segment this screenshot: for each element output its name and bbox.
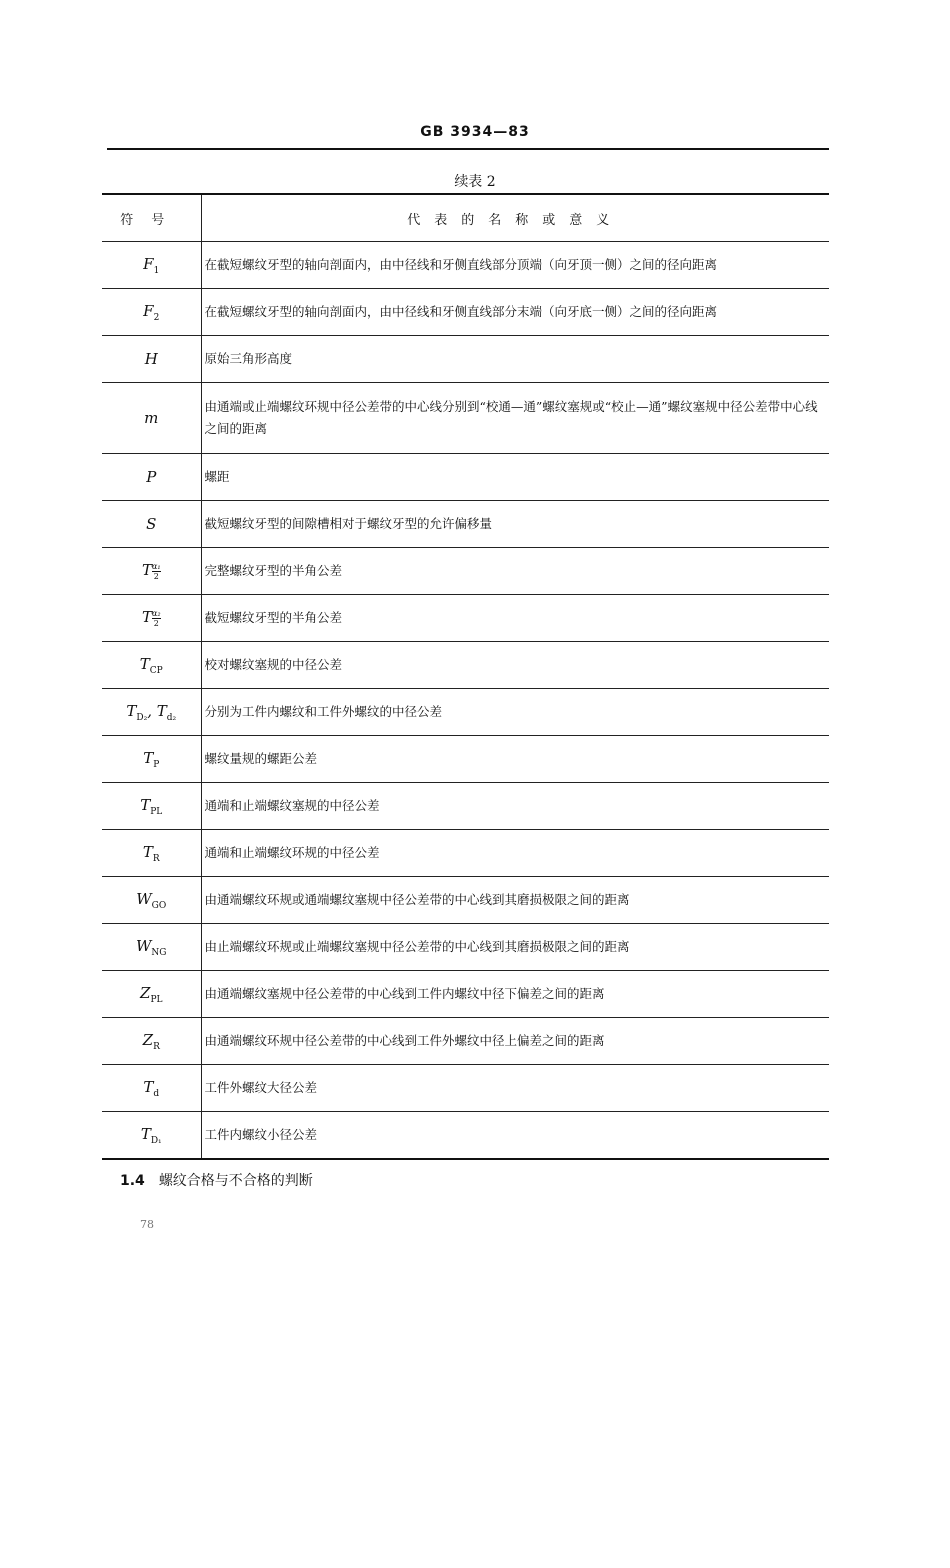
symbol-letter: T: [143, 1077, 154, 1096]
meaning-cell: 工件内螺纹小径公差: [204, 1127, 318, 1142]
page-number: 78: [140, 1218, 154, 1231]
symbol-letter-2: T: [156, 701, 167, 720]
symbol-letter: T: [140, 1124, 151, 1143]
symbol-subscript: NG: [151, 947, 167, 958]
symbol-cell: [102, 736, 201, 783]
symbol-letter: T: [143, 748, 154, 767]
symbol-subscript: R: [152, 853, 160, 864]
table-row: [102, 642, 829, 689]
symbol-cell: [102, 1018, 201, 1065]
symbol-cell: [102, 548, 201, 595]
meaning-cell: 工件外螺纹大径公差: [201, 1065, 829, 1112]
meaning-cell: 截短螺纹牙型的半角公差: [201, 595, 829, 642]
meaning-cell: 在截短螺纹牙型的轴向剖面内，由中径线和牙侧直线部分顶端（向牙顶一侧）之间的径向距离: [201, 242, 829, 289]
symbol-subscript: d: [153, 1088, 160, 1099]
meaning-cell: 完整螺纹牙型的半角公差: [201, 548, 829, 595]
meaning-cell: 螺纹量规的螺距公差: [201, 736, 829, 783]
symbol-cell: [102, 501, 201, 548]
symbol-cell: [102, 595, 201, 642]
symbol-fraction: [152, 609, 161, 628]
symbol-subscript: R: [153, 1041, 160, 1052]
standard-header: GB 3934—83: [420, 124, 530, 140]
table-row: [102, 1018, 829, 1065]
symbol-cell: [102, 454, 201, 501]
symbol-cell: [102, 877, 201, 924]
symbol-subscript: 1: [153, 265, 160, 276]
symbol-letter: P: [146, 468, 157, 486]
symbol-letter: Z: [140, 983, 151, 1002]
header-rule: [107, 148, 829, 150]
symbol-fraction: [152, 562, 161, 581]
symbol-letter: T: [141, 608, 152, 627]
symbol-subscript: PL: [150, 806, 163, 817]
symbol-subscript: D₁: [150, 1135, 162, 1146]
symbol-letter: W: [136, 936, 152, 955]
symbol-cell: [102, 242, 201, 289]
table-row: [102, 877, 829, 924]
table-row: [102, 1065, 829, 1112]
symbol-cell: [102, 830, 201, 877]
section-heading: [120, 1170, 313, 1190]
header-symbol: 符号: [102, 194, 201, 242]
table-row: [102, 783, 829, 830]
symbol-letter: H: [144, 350, 158, 368]
meaning-cell: 由止端螺纹环规或止端螺纹塞规中径公差带的中心线到其磨损极限之间的距离: [201, 924, 829, 971]
meaning-cell: 通端和止端螺纹塞规的中径公差: [201, 783, 829, 830]
table-row: [102, 454, 829, 501]
symbol-table-container: [102, 193, 829, 1160]
table-row: [102, 289, 829, 336]
symbol-cell: [102, 1112, 201, 1160]
table-row: [102, 501, 829, 548]
symbol-cell: [102, 336, 201, 383]
symbol-subscript: 2: [153, 312, 160, 323]
table-row: [102, 971, 829, 1018]
meaning-cell: 螺距: [201, 454, 829, 501]
table-row: [102, 595, 829, 642]
table-row: [102, 1112, 829, 1160]
table-row: [102, 548, 829, 595]
symbol-letter: T: [126, 701, 137, 720]
meaning-cell: 由通端螺纹塞规中径公差带的中心线到工件内螺纹中径下偏差之间的距离: [201, 971, 829, 1018]
meaning-cell: 由通端螺纹环规中径公差带的中心线到工件外螺纹中径上偏差之间的距离: [201, 1018, 829, 1065]
fraction-numerator: α₂: [151, 608, 161, 618]
symbol-table: [102, 193, 829, 1160]
meaning-cell: 通端和止端螺纹环规的中径公差: [201, 830, 829, 877]
fraction-numerator: α₁: [151, 561, 161, 571]
symbol-cell: [102, 924, 201, 971]
symbol-subscript: GO: [151, 900, 167, 911]
table-row: [102, 336, 829, 383]
meaning-cell: 校对螺纹塞规的中径公差: [201, 642, 829, 689]
symbol-letter: Z: [142, 1030, 154, 1049]
meaning-cell: 在截短螺纹牙型的轴向剖面内，由中径线和牙侧直线部分末端（向牙底一侧）之间的径向距离: [201, 289, 829, 336]
meaning-cell: 截短螺纹牙型的间隙槽相对于螺纹牙型的允许偏移量: [201, 501, 829, 548]
symbol-cell: [102, 971, 201, 1018]
symbol-letter: m: [144, 409, 159, 427]
meaning-cell: 原始三角形高度: [201, 336, 829, 383]
symbol-letter: F: [143, 254, 154, 273]
header-meaning: 代表的名称或意义: [201, 194, 829, 242]
table-row: [102, 242, 829, 289]
table-row: [102, 924, 829, 971]
symbol-cell: [102, 289, 201, 336]
meaning-cell: 由通端或止端螺纹环规中径公差带的中心线分别到“校通—通”螺纹塞规或“校止—通”螺纹塞规中径公差带中心线之间的距离: [201, 383, 829, 454]
symbol-letter: T: [142, 842, 153, 861]
symbol-letter: S: [146, 515, 157, 533]
table-row: [102, 383, 829, 454]
symbol-subscript-2: d₂: [166, 712, 177, 723]
meaning-cell: 分别为工件内螺纹和工件外螺纹的中径公差: [201, 689, 829, 736]
section-number: 1.4: [120, 1173, 145, 1189]
symbol-subscript: CP: [149, 665, 163, 676]
fraction-denominator: 2: [153, 618, 159, 628]
table-caption: 续表 2: [454, 174, 496, 190]
meaning-cell: 由通端螺纹环规或通端螺纹塞规中径公差带的中心线到其磨损极限之间的距离: [201, 877, 829, 924]
table-row: [102, 830, 829, 877]
symbol-cell: $T_{D_2}$, $T_{d_2}$: [102, 689, 201, 736]
section-title: 螺纹合格与不合格的判断: [158, 1173, 313, 1189]
symbol-cell: [102, 383, 201, 454]
symbol-letter: T: [140, 795, 151, 814]
fraction-denominator: 2: [153, 571, 159, 581]
symbol-subscript: PL: [150, 994, 163, 1005]
symbol-cell: [102, 783, 201, 830]
table-row: [102, 736, 829, 783]
symbol-cell: [102, 642, 201, 689]
symbol-letter: W: [136, 889, 152, 908]
symbol-letter: F: [143, 301, 154, 320]
symbol-cell: [102, 1065, 201, 1112]
table-row: [102, 689, 829, 736]
table-header-row: [102, 194, 829, 242]
symbol-letter: T: [141, 561, 152, 580]
symbol-letter: T: [139, 654, 150, 673]
symbol-subscript: D₂: [136, 712, 148, 723]
symbol-subscript: P: [153, 759, 160, 770]
